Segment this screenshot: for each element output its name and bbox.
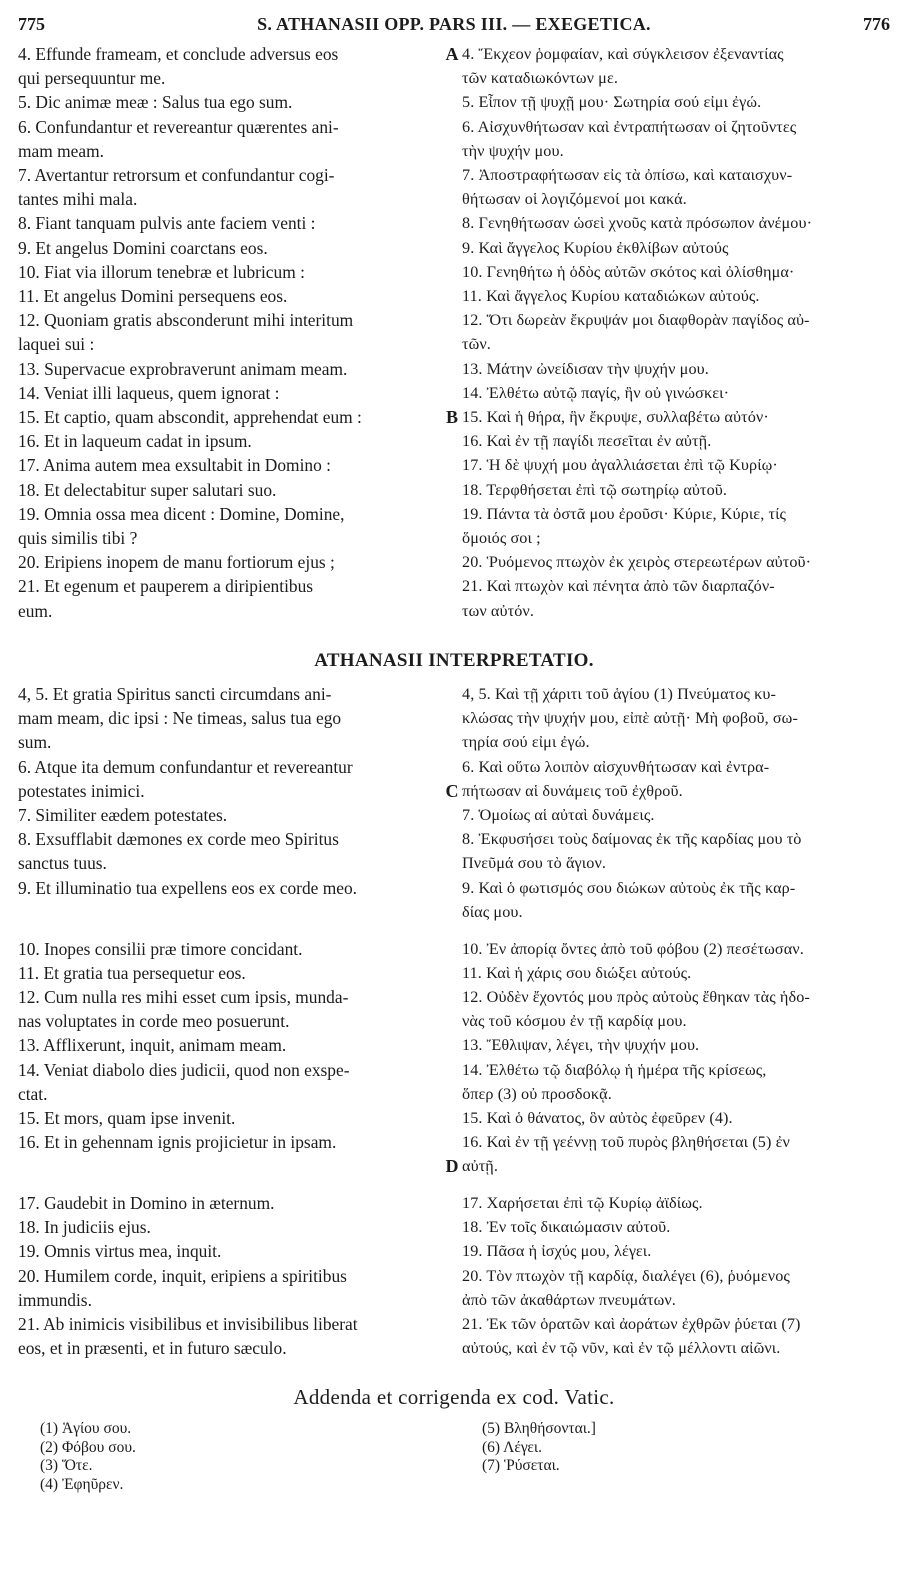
- verse-row: [18, 755, 890, 779]
- latin-text: 8. Fiant tanquam pulvis ante faciem venti :: [18, 213, 316, 234]
- verse-row: [18, 90, 890, 114]
- verse-row: [18, 574, 890, 598]
- margin-letter: [442, 284, 462, 308]
- margin-letter: [442, 1215, 462, 1239]
- latin-text: 18. In judiciis ejus.: [18, 1217, 151, 1238]
- greek-text: 4, 5. Καὶ τῇ χάριτι τοῦ ἁγίου (1) Πνεύματος κυ-: [462, 685, 777, 703]
- verse-row: [18, 985, 890, 1009]
- verse-row: [18, 453, 890, 477]
- latin-text: 9. Et illuminatio tua expellens eos ex corde meo.: [18, 877, 358, 898]
- greek-text: των αὐτόν.: [462, 601, 534, 620]
- interpretatio-parallel-text: [18, 682, 890, 1360]
- page-number-right: 776: [863, 14, 890, 34]
- greek-text: 10. Γενηθήτω ἡ ὁδὸς αὐτῶν σκότος καὶ ὀλίσθημα·: [462, 262, 795, 281]
- latin-text: 15. Et mors, quam ipse invenit.: [18, 1107, 236, 1128]
- latin-text: 21. Et egenum et pauperem a diripientibus: [18, 576, 314, 597]
- addenda-note: (7) Ῥύσεται.: [482, 1457, 560, 1475]
- margin-letter: [442, 478, 462, 502]
- margin-letter: A: [445, 44, 459, 64]
- verse-row: [18, 42, 890, 66]
- greek-text: τῶν καταδιωκόντων με.: [462, 69, 619, 88]
- greek-text: αὐτῇ.: [462, 1157, 499, 1176]
- greek-text: 13. Ἔθλιψαν, λέγει, τὴν ψυχήν μου.: [462, 1036, 700, 1055]
- greek-text: θήτωσαν οἱ λογιζόμενοί μοι κακά.: [462, 190, 687, 209]
- margin-letter: [442, 803, 462, 827]
- greek-text: 6. Αἰσχυνθήτωσαν καὶ ἐντραπήτωσαν οἱ ζητοῦντες: [462, 117, 797, 136]
- margin-letter: [442, 1082, 462, 1106]
- latin-text: 16. Et in laqueum cadat in ipsum.: [18, 431, 252, 452]
- verse-row: [18, 66, 890, 90]
- greek-text: 12. Οὐδὲν ἔχοντός μου πρὸς αὐτοὺς ἔθηκαν τὰς ἡδο-: [462, 987, 810, 1006]
- margin-letter: [442, 730, 462, 754]
- latin-text: laquei sui :: [18, 334, 95, 355]
- latin-text: 13. Supervacue exprobraverunt animam meam.: [18, 358, 348, 379]
- greek-text: δίας μου.: [462, 902, 523, 921]
- verse-row: [18, 405, 890, 429]
- latin-text: eos, et in præsenti, et in futuro sæculo.: [18, 1338, 287, 1359]
- addenda-notes-left: [40, 1420, 420, 1495]
- latin-text: 12. Cum nulla res mihi esset cum ipsis, munda-: [18, 986, 349, 1007]
- latin-text: mam meam.: [18, 140, 104, 161]
- margin-letter: [442, 682, 462, 706]
- greek-text: 8. Γενηθήτωσαν ὡσεὶ χνοῦς κατὰ πρόσωπον ἀνέμου·: [462, 214, 813, 233]
- latin-text: 13. Afflixerunt, inquit, animam meam.: [18, 1035, 287, 1056]
- verse-row: [18, 876, 890, 900]
- margin-letter: [442, 357, 462, 381]
- latin-text: 6. Confundantur et revereantur quærentes ani-: [18, 116, 339, 137]
- margin-letter: [442, 236, 462, 260]
- margin-letter: [442, 90, 462, 114]
- margin-letter: [442, 1288, 462, 1312]
- verse-row: [18, 682, 890, 706]
- addenda-note: (5) Βληθήσονται.]: [482, 1420, 596, 1437]
- latin-text: [18, 900, 442, 924]
- addenda-title: Addenda et corrigenda ex cod. Vatic.: [293, 1385, 615, 1409]
- greek-text: τῶν.: [462, 335, 491, 354]
- margin-letter: [442, 599, 462, 623]
- latin-text: 19. Omnia ossa mea dicent : Domine, Domine,: [18, 503, 345, 524]
- greek-text: τηρία σού εἰμι ἐγώ.: [462, 733, 590, 752]
- latin-text: 4. Effunde frameam, et conclude adversus eos: [18, 44, 339, 64]
- greek-text: 7. Ἀποστραφήτωσαν εἰς τὰ ὀπίσω, καὶ καταισχυν-: [462, 166, 793, 185]
- verse-row: [18, 599, 890, 623]
- greek-text: ὅμοιός σοι ;: [462, 529, 541, 548]
- page-number-left: 775: [18, 14, 45, 34]
- greek-text: 15. Καὶ ἡ θήρα, ἣν ἔκρυψε, συλλαβέτω αὐτόν·: [462, 408, 769, 427]
- margin-letter: [442, 163, 462, 187]
- margin-letter: [442, 1312, 462, 1336]
- margin-letter: [442, 139, 462, 163]
- margin-letter: [442, 550, 462, 574]
- latin-text: sanctus tuus.: [18, 853, 107, 874]
- latin-text: 10. Inopes consilii præ timore concidant.: [18, 938, 303, 959]
- verse-row: [18, 357, 890, 381]
- verse-row: [18, 1009, 890, 1033]
- verse-row: [18, 163, 890, 187]
- margin-letter: [442, 937, 462, 961]
- psalm-parallel-text: [18, 42, 890, 623]
- margin-letter: [442, 1130, 462, 1154]
- margin-letter: [442, 706, 462, 730]
- greek-text: 8. Ἐκφυσήσει τοὺς δαίμονας ἐκ τῆς καρδίας μου τὸ: [462, 830, 802, 849]
- verse-row: [18, 1239, 890, 1263]
- verse-row: [18, 284, 890, 308]
- margin-letter: [442, 1106, 462, 1130]
- latin-text: sum.: [18, 732, 52, 753]
- verse-row: [18, 1336, 890, 1360]
- latin-text: 12. Quoniam gratis absconderunt mihi interitum: [18, 310, 354, 331]
- latin-text: ctat.: [18, 1083, 48, 1104]
- verse-row: [18, 1154, 890, 1178]
- greek-text: 5. Εἶπον τῇ ψυχῇ μου· Σωτηρία σού εἰμι ἐγώ.: [462, 93, 762, 112]
- latin-text: immundis.: [18, 1289, 92, 1310]
- latin-text: eum.: [18, 600, 53, 621]
- greek-text: Πνεῦμά σου τὸ ἅγιον.: [462, 854, 607, 873]
- latin-text: 17. Gaudebit in Domino in æternum.: [18, 1193, 275, 1214]
- verse-row: [18, 478, 890, 502]
- verse-row: [18, 115, 890, 139]
- verse-row: [18, 502, 890, 526]
- margin-letter: [442, 429, 462, 453]
- verse-row: [18, 730, 890, 754]
- verse-row: [18, 187, 890, 211]
- latin-text: 14. Veniat diabolo dies judicii, quod non exspe-: [18, 1059, 350, 1080]
- margin-letter: [442, 502, 462, 526]
- latin-text: 10. Fiat via illorum tenebræ et lubricum :: [18, 261, 305, 282]
- greek-text: πήτωσαν αἱ δυνάμεις τοῦ ἐχθροῦ.: [462, 781, 683, 800]
- greek-text: 13. Μάτην ὠνείδισαν τὴν ψυχήν μου.: [462, 359, 709, 378]
- latin-text: 15. Et captio, quam abscondit, apprehendat eum :: [18, 407, 362, 428]
- verse-row: [18, 1058, 890, 1082]
- margin-letter: [442, 66, 462, 90]
- verse-row: [18, 937, 890, 961]
- latin-text: 17. Anima autem mea exsultabit in Domino :: [18, 455, 331, 476]
- latin-text: qui persequuntur me.: [18, 68, 166, 89]
- verse-row: [18, 706, 890, 730]
- margin-letter: [442, 526, 462, 550]
- greek-text: 11. Καὶ ἡ χάρις σου διώξει αὐτούς.: [462, 963, 692, 982]
- greek-text: 9. Καὶ ἄγγελος Κυρίου ἐκθλίβων αὐτούς: [462, 238, 729, 257]
- margin-letter: [442, 332, 462, 356]
- margin-letter: [442, 1191, 462, 1215]
- margin-letter: [442, 827, 462, 851]
- verse-row: [18, 211, 890, 235]
- greek-text: 14. Ἐλθέτω αὐτῷ παγίς, ἣν οὐ γινώσκει·: [462, 383, 730, 402]
- verse-row: [18, 961, 890, 985]
- addenda-note: (6) Λέγει.: [482, 1438, 542, 1456]
- verse-row: [18, 827, 890, 851]
- margin-letter: D: [445, 1156, 459, 1177]
- latin-text: 6. Atque ita demum confundantur et revereantur: [18, 756, 353, 777]
- verse-row: [18, 900, 890, 924]
- latin-text: 11. Et gratia tua persequetur eos.: [18, 962, 246, 983]
- greek-text: τὴν ψυχήν μου.: [462, 141, 564, 160]
- margin-letter: [442, 453, 462, 477]
- verse-row: [18, 550, 890, 574]
- greek-text: 19. Πάντα τὰ ὀστᾶ μου ἐροῦσι· Κύριε, Κύριε, τίς: [462, 504, 787, 523]
- margin-letter: [442, 1264, 462, 1288]
- greek-text: 16. Καὶ ἐν τῇ γεέννῃ τοῦ πυρὸς βληθήσεται (5) ἐν: [462, 1133, 790, 1152]
- margin-letter: [442, 1033, 462, 1057]
- margin-letter: [442, 1336, 462, 1360]
- verse-row: [18, 779, 890, 803]
- latin-text: nas voluptates in corde meo posuerunt.: [18, 1011, 290, 1032]
- latin-text: 7. Similiter eædem potestates.: [18, 805, 228, 826]
- margin-letter: [442, 115, 462, 139]
- margin-letter: [442, 851, 462, 875]
- verse-row: [18, 1264, 890, 1288]
- verse-row: [18, 139, 890, 163]
- verse-row: [18, 260, 890, 284]
- verse-row: [18, 332, 890, 356]
- margin-letter: [442, 985, 462, 1009]
- greek-text: ἀπὸ τῶν ἀκαθάρτων πνευμάτων.: [462, 1290, 676, 1309]
- latin-text: 21. Ab inimicis visibilibus et invisibilibus liberat: [18, 1314, 358, 1335]
- verse-row: [18, 1288, 890, 1312]
- margin-letter: [442, 187, 462, 211]
- latin-text: 11. Et angelus Domini persequens eos.: [18, 286, 288, 307]
- latin-text: 8. Exsufflabit dæmones ex corde meo Spiritus: [18, 829, 339, 850]
- verse-row: [18, 803, 890, 827]
- margin-letter: [442, 381, 462, 405]
- latin-text: 20. Eripiens inopem de manu fortiorum ejus ;: [18, 552, 335, 573]
- margin-letter: [442, 574, 462, 598]
- greek-text: ὅπερ (3) οὐ προσδοκᾷ.: [462, 1084, 612, 1103]
- greek-text: αὐτούς, καὶ ἐν τῷ νῦν, καὶ ἐν τῷ μέλλοντι αἰῶνι.: [462, 1339, 781, 1358]
- greek-text: κλώσας τὴν ψυχήν μου, εἰπὲ αὐτῇ· Μὴ φοβοῦ, σω-: [462, 709, 798, 728]
- latin-text: 20. Humilem corde, inquit, eripiens a spiritibus: [18, 1265, 347, 1286]
- verse-row: [18, 381, 890, 405]
- greek-text: 20. Τὸν πτωχὸν τῇ καρδίᾳ, διαλέγει (6), ῥυόμενος: [462, 1266, 790, 1285]
- margin-letter: [442, 308, 462, 332]
- verse-row: [18, 429, 890, 453]
- greek-text: 18. Τερφθήσεται ἐπὶ τῷ σωτηρίῳ αὐτοῦ.: [462, 480, 728, 499]
- margin-letter: [442, 900, 462, 924]
- latin-text: 14. Veniat illi laqueus, quem ignorat :: [18, 382, 280, 403]
- greek-text: 7. Ὁμοίως αἱ αὐταὶ δυνάμεις.: [462, 806, 655, 825]
- greek-text: 14. Ἐλθέτω τῷ διαβόλῳ ἡ ἡμέρα τῆς κρίσεως,: [462, 1060, 767, 1079]
- margin-letter: B: [445, 407, 458, 428]
- running-title: S. ATHANASII OPP. PARS III. — EXEGETICA.: [257, 14, 651, 34]
- latin-text: 7. Avertantur retrorsum et confundantur cogi-: [18, 165, 335, 186]
- verse-row: [18, 1215, 890, 1239]
- latin-text: 18. Et delectabitur super salutari suo.: [18, 479, 277, 500]
- greek-text: 12. Ὅτι δωρεὰν ἔκρυψάν μοι διαφθορὰν παγίδος αὐ-: [462, 311, 810, 330]
- margin-letter: [442, 1009, 462, 1033]
- greek-text: 21. Καὶ πτωχὸν καὶ πένητα ἀπὸ τῶν διαρπαζόν-: [462, 577, 775, 596]
- addenda-note: (4) Ἐφηῦρεν.: [40, 1476, 124, 1494]
- margin-letter: [442, 1239, 462, 1263]
- latin-text: [18, 1154, 442, 1178]
- verse-row: [18, 1082, 890, 1106]
- latin-text: 16. Et in gehennam ignis projicietur in ipsam.: [18, 1132, 337, 1153]
- latin-text: tantes mihi mala.: [18, 189, 138, 210]
- latin-text: potestates inimici.: [18, 780, 145, 801]
- greek-text: 4. Ἔκχεον ῥομφαίαν, καὶ σύγκλεισον ἐξεναντίας: [462, 45, 784, 63]
- latin-text: 4, 5. Et gratia Spiritus sancti circumdans ani-: [18, 684, 332, 704]
- margin-letter: [442, 961, 462, 985]
- latin-text: quis similis tibi ?: [18, 528, 138, 549]
- greek-text: 9. Καὶ ὁ φωτισμός σου διώκων αὐτοὺς ἐκ τῆς καρ-: [462, 878, 796, 897]
- verse-row: [18, 236, 890, 260]
- margin-letter: [442, 211, 462, 235]
- addenda-note: (2) Φόβου σου.: [40, 1438, 136, 1456]
- greek-text: 18. Ἐν τοῖς δικαιώμασιν αὐτοῦ.: [462, 1218, 671, 1237]
- latin-text: 9. Et angelus Domini coarctans eos.: [18, 237, 268, 258]
- greek-text: 16. Καὶ ἐν τῇ παγίδι πεσεῖται ἐν αὐτῇ.: [462, 432, 712, 451]
- latin-text: 5. Dic animæ meæ : Salus tua ego sum.: [18, 92, 293, 113]
- interpretatio-title: ATHANASII INTERPRETATIO.: [314, 650, 594, 671]
- verse-row: [18, 1033, 890, 1057]
- margin-letter: [442, 1058, 462, 1082]
- verse-row: [18, 308, 890, 332]
- greek-text: νὰς τοῦ κόσμου ἐν τῇ καρδίᾳ μου.: [462, 1012, 687, 1031]
- addenda-note: (1) Ἁγίου σου.: [40, 1420, 132, 1437]
- latin-text: 19. Omnis virtus mea, inquit.: [18, 1241, 222, 1262]
- margin-letter: [442, 876, 462, 900]
- verse-row: [18, 1191, 890, 1215]
- running-header: [18, 14, 890, 40]
- greek-text: 19. Πᾶσα ἡ ἰσχύς μου, λέγει.: [462, 1242, 652, 1261]
- verse-row: [18, 526, 890, 550]
- margin-letter: [442, 260, 462, 284]
- verse-row: [18, 851, 890, 875]
- latin-text: mam meam, dic ipsi : Ne timeas, salus tua ego: [18, 708, 342, 729]
- greek-text: 17. Χαρήσεται ἐπὶ τῷ Κυρίῳ ἀϊδίως.: [462, 1194, 703, 1213]
- greek-text: 21. Ἐκ τῶν ὁρατῶν καὶ ἀοράτων ἐχθρῶν ῥύεται (7): [462, 1315, 801, 1334]
- greek-text: 10. Ἐν ἀπορίᾳ ὄντες ἀπὸ τοῦ φόβου (2) πεσέτωσαν.: [462, 939, 804, 958]
- addenda-notes-right: [482, 1420, 862, 1476]
- greek-text: 6. Καὶ οὕτω λοιπὸν αἰσχυνθήτωσαν καὶ ἐντρα-: [462, 757, 770, 776]
- greek-text: 15. Καὶ ὁ θάνατος, ὃν αὐτὸς ἐφεῦρεν (4).: [462, 1108, 733, 1127]
- verse-row: [18, 1312, 890, 1336]
- margin-letter: [442, 755, 462, 779]
- verse-row: [18, 1106, 890, 1130]
- addenda-note: (3) Ὅτε.: [40, 1457, 93, 1475]
- greek-text: 20. Ῥυόμενος πτωχὸν ἐκ χειρὸς στερεωτέρων αὐτοῦ·: [462, 553, 812, 572]
- margin-letter: C: [445, 780, 459, 801]
- verse-row: [18, 1130, 890, 1154]
- greek-text: 17. Ἡ δὲ ψυχή μου ἀγαλλιάσεται ἐπὶ τῷ Κυρίῳ·: [462, 456, 778, 475]
- greek-text: 11. Καὶ ἄγγελος Κυρίου καταδιώκων αὐτούς.: [462, 287, 760, 306]
